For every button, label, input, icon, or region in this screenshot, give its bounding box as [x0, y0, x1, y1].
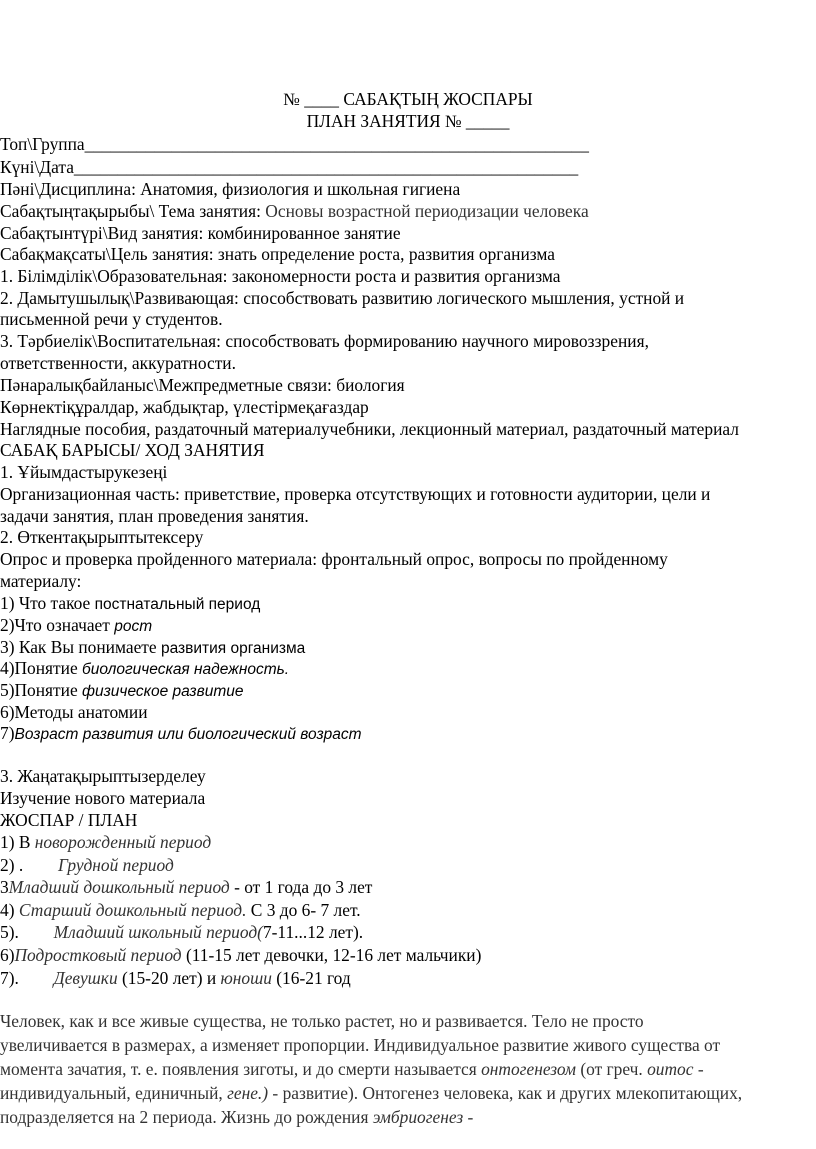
plan-item-7: 7). Девушки (15-20 лет) и юноши (16-21 год	[0, 968, 351, 988]
group-field: Топ\Группа__________________________________________________________	[0, 134, 589, 154]
new-material-kz: 3. Жаңатақырыптызерделеу	[0, 766, 206, 786]
paragraph-line-1: Человек, как и все живые существа, не только растет, но и развивается. Тело не просто	[0, 1011, 644, 1031]
topic-line	[0, 200, 589, 222]
plan-item-1: 1) В новорожденный период	[0, 832, 212, 852]
title-ru: ПЛАН ЗАНЯТИЯ № _____	[306, 111, 510, 131]
plan-item-2: 2) . Грудной период	[0, 855, 174, 875]
goal-line: Сабақмақсаты\Цель занятия: знать определение роста, развития организма	[0, 244, 555, 264]
paragraph-line-3: момента зачатия, т. е. появления зиготы, и до смерти называется онтогенезом (от греч. оитос -	[0, 1059, 704, 1079]
org-stage-ru-1: Организационная часть: приветствие, проверка отсутствующих и готовности аудитории, цели и	[0, 484, 711, 504]
date-field: Күні\Дата__________________________________________________________	[0, 157, 579, 177]
check-stage-kz: 2. Өткентақырыптытексеру	[0, 527, 204, 547]
course-heading: САБАҚ БАРЫСЫ/ ХОД ЗАНЯТИЯ	[0, 440, 265, 460]
visual-aids-kz: Көрнектіқұралдар, жабдықтар, үлестірмеқағаздар	[0, 397, 369, 417]
upbringing-goal-2: ответственности, аккуратности.	[0, 353, 236, 373]
plan-item-5: 5). Младший школьный период(7-11...12 лет).	[0, 922, 364, 942]
title-kz: № ____ САБАҚТЫҢ ЖОСПАРЫ	[283, 89, 533, 109]
paragraph-line-2: увеличивается в размерах, а изменяет пропорции. Индивидуальное развитие живого существа от	[0, 1035, 721, 1055]
developmental-goal-1: 2. Дамытушылық\Развивающая: способствовать развитию логического мышления, устной и	[0, 288, 685, 308]
discipline-line: Пәні\Дисциплина: Анатомия, физиология и школьная гигиена	[0, 179, 461, 199]
upbringing-goal-1: 3. Тәрбиелік\Воспитательная: способствовать формированию научного мировоззрения,	[0, 331, 649, 351]
question-1: 1) Что такое постнатальный период	[0, 593, 261, 613]
educational-goal: 1. Білімділік\Образовательная: закономерности роста и развития организма	[0, 266, 561, 286]
interdisciplinary-line: Пәнаралықбайланыс\Межпредметные связи: биология	[0, 375, 405, 395]
visual-aids-ru: Наглядные пособия, раздаточный материалучебники, лекционный материал, раздаточный материал	[0, 419, 739, 439]
check-stage-ru-2: материалу:	[0, 571, 82, 591]
plan-item-4: 4) Старший дошкольный период. С 3 до 6- 7 лет.	[0, 900, 361, 920]
question-4: 4)Понятие биологическая надежность.	[0, 658, 290, 678]
question-3: 3) Как Вы понимаете развития организма	[0, 637, 306, 657]
check-stage-ru-1: Опрос и проверка пройденного материала: фронтальный опрос, вопросы по пройденному	[0, 549, 668, 569]
new-material-ru: Изучение нового материала	[0, 788, 206, 808]
paragraph-line-5: подразделяется на 2 периода. Жизнь до рождения эмбриогенез -	[0, 1107, 474, 1127]
developmental-goal-2: письменной речи у студентов.	[0, 309, 223, 329]
lesson-type-line: Сабақтынтүрі\Вид занятия: комбинированное занятие	[0, 223, 401, 243]
paragraph-line-4: индивидуальный, единичный, гене.) - развитие). Онтогенез человека, как и других млекопитающих,	[0, 1083, 743, 1103]
org-stage-ru-2: задачи занятия, план проведения занятия.	[0, 506, 309, 526]
question-7: 7)Возраст развития или биологический возраст	[0, 723, 362, 743]
plan-item-6: 6)Подростковый период (11-15 лет девочки, 12-16 лет мальчики)	[0, 945, 482, 965]
question-6: 6)Методы анатомии	[0, 702, 148, 722]
plan-heading: ЖОСПАР / ПЛАН	[0, 810, 138, 830]
question-2: 2)Что означает рост	[0, 615, 153, 635]
plan-item-3: 3Младший дошкольный период - от 1 года до 3 лет	[0, 877, 373, 897]
question-5: 5)Понятие физическое развитие	[0, 680, 244, 700]
topic-value: Основы возрастной периодизации человека	[265, 201, 589, 221]
org-stage-kz: 1. Ұйымдастырукезеңі	[0, 462, 168, 482]
topic-label: Сабақтыңтақырыбы\ Тема занятия:	[0, 201, 266, 221]
